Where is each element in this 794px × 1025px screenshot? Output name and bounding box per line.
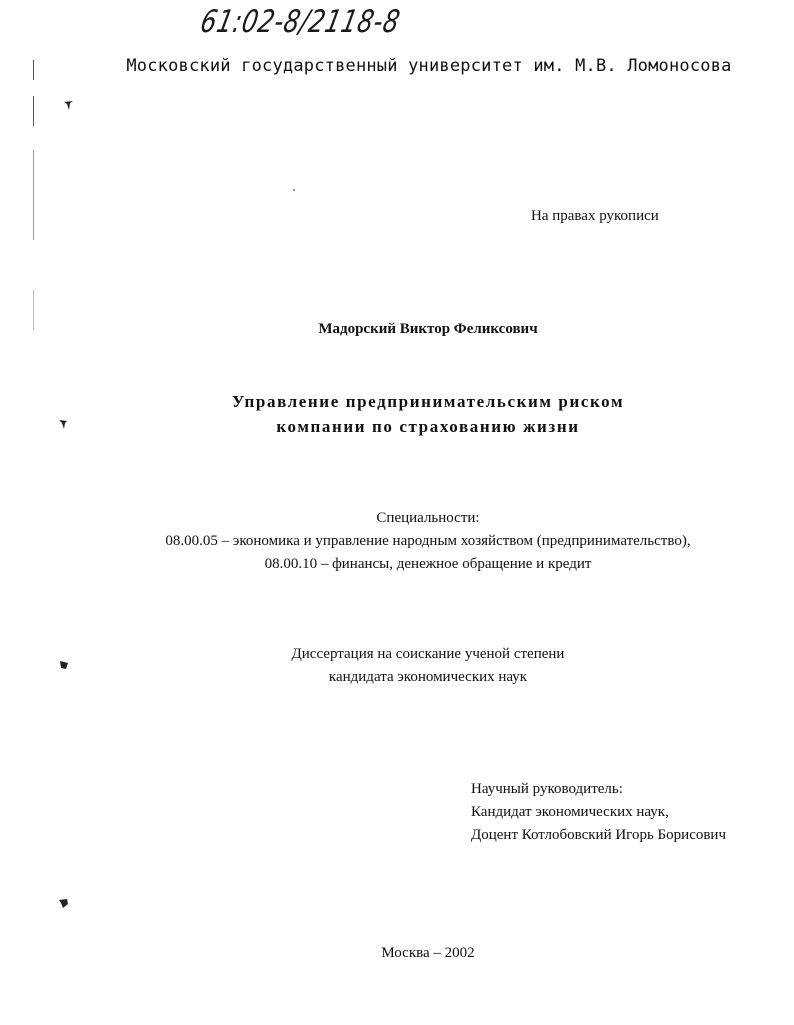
- university-name: Московский государственный университет им. М.В. Ломоносова: [126, 56, 732, 76]
- city-year: Москва – 2002: [381, 945, 475, 961]
- scan-mark-icon: [58, 896, 67, 905]
- supervisor-degree: Кандидат экономических наук,: [471, 804, 669, 820]
- supervisor-label: Научный руководитель:: [471, 781, 623, 797]
- scan-edge-line: [33, 96, 34, 126]
- specialty-item-1: 08.00.05 – экономика и управление народным хозяйством (предпринимательство),: [165, 533, 691, 549]
- supervisor-name: Доцент Котлобовский Игорь Борисович: [471, 827, 727, 843]
- degree-line-2: кандидата экономических наук: [328, 669, 528, 685]
- scan-dot: [293, 189, 295, 191]
- degree-line-1: Диссертация на соискание ученой степени: [291, 646, 565, 662]
- title-line-2: компании по страхованию жизни: [276, 417, 580, 436]
- dissertation-title: [0, 389, 794, 439]
- handwritten-archive-code: 61:02-8/2118-8: [197, 4, 404, 40]
- degree-statement: [0, 643, 794, 689]
- supervisor-block: [471, 778, 726, 847]
- specialty-item-2: 08.00.10 – финансы, денежное обращение и кредит: [264, 556, 592, 572]
- specialties-block: [0, 507, 794, 576]
- specialties-heading: Специальности:: [376, 510, 480, 526]
- author-name: Мадорский Виктор Феликсович: [318, 321, 538, 337]
- scan-edge-line: [33, 150, 34, 240]
- scan-mark-icon: [63, 98, 72, 107]
- rights-notice: На правах рукописи: [531, 208, 659, 224]
- title-line-1: Управление предпринимательским риском: [231, 392, 625, 411]
